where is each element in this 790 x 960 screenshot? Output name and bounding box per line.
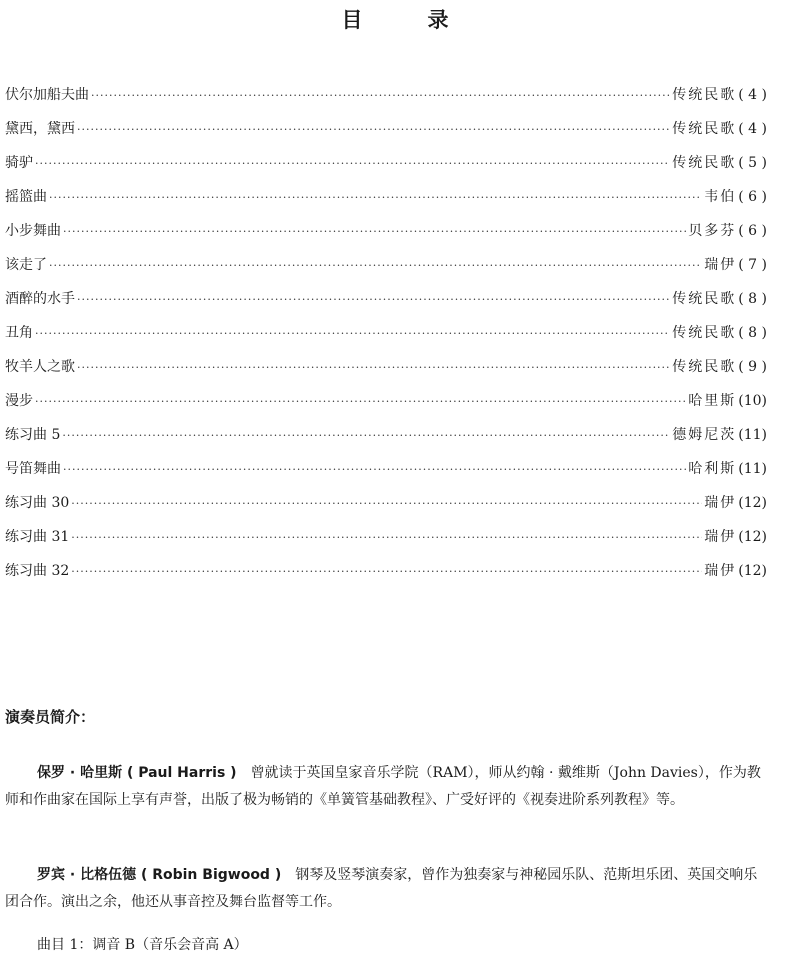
toc-title: 酒醉的水手 <box>5 291 75 307</box>
toc-title: 牧羊人之歌 <box>5 359 75 375</box>
toc-entry[interactable] <box>5 458 767 492</box>
toc-entry[interactable] <box>5 288 767 322</box>
toc-entry[interactable] <box>5 84 767 118</box>
performer-description: 曾就读于英国皇家音乐学院（RAM），师从约翰 · 戴维斯（John Davies），作为教师和作曲家在国际上享有声誉，出版了极为畅销的《单簧管基础教程》、广受好评的《视奏进阶系列教程》等。 <box>5 765 761 808</box>
performer-name: 保罗 · 哈里斯 ( Paul Harris ) <box>37 765 237 781</box>
page-title: 目 录 <box>341 8 471 32</box>
toc-leader <box>35 153 670 175</box>
toc-page: (12) <box>738 495 767 511</box>
toc-title: 练习曲 5 <box>5 427 61 443</box>
toc-composer: 瑞伊 <box>704 563 737 579</box>
toc-composer: 贝多芬 <box>688 223 737 239</box>
toc-entry[interactable] <box>5 356 767 390</box>
toc-composer: 传统民歌 <box>672 155 737 171</box>
toc-page: ( 9 ) <box>738 359 767 375</box>
toc-leader <box>77 357 670 379</box>
toc-entry[interactable] <box>5 118 767 152</box>
toc-title: 练习曲 31 <box>5 529 70 545</box>
toc-page: (12) <box>738 529 767 545</box>
toc-composer: 哈里斯 <box>688 393 737 409</box>
toc-composer: 瑞伊 <box>704 257 737 273</box>
toc-leader <box>77 289 670 311</box>
toc-composer: 哈利斯 <box>688 461 737 477</box>
toc-title: 小步舞曲 <box>5 223 61 239</box>
toc-title: 漫步 <box>5 393 33 409</box>
toc-entry[interactable] <box>5 390 767 424</box>
toc-page: ( 6 ) <box>738 189 767 205</box>
toc-page: (11) <box>738 427 767 443</box>
toc-title: 黛西，黛西 <box>5 121 75 137</box>
bio-heading: 演奏员简介： <box>5 708 96 726</box>
toc-title: 伏尔加船夫曲 <box>5 87 89 103</box>
performer-description: 钢琴及竖琴演奏家，曾作为独奏家与神秘园乐队、范斯坦乐团、英国交响乐团合作。演出之余，他还从事音控及舞台监督等工作。 <box>5 867 758 910</box>
toc-entry[interactable] <box>5 526 767 560</box>
toc-page: ( 7 ) <box>738 257 767 273</box>
performer-name: 罗宾 · 比格伍德 ( Robin Bigwood ) <box>37 867 282 883</box>
toc-title: 摇篮曲 <box>5 189 47 205</box>
toc-page: (10) <box>738 393 767 409</box>
toc-title: 骑驴 <box>5 155 33 171</box>
toc-title: 丑角 <box>5 325 33 341</box>
toc-entry[interactable] <box>5 254 767 288</box>
toc-page: ( 5 ) <box>738 155 767 171</box>
toc-composer: 传统民歌 <box>672 121 737 137</box>
table-of-contents <box>5 84 767 594</box>
toc-entry[interactable] <box>5 220 767 254</box>
toc-page: (12) <box>738 563 767 579</box>
toc-leader <box>63 459 686 481</box>
bio-paragraph-robin-bigwood <box>5 862 765 916</box>
toc-leader <box>71 561 702 583</box>
toc-leader <box>35 323 670 345</box>
toc-title: 练习曲 30 <box>5 495 70 511</box>
toc-composer: 韦伯 <box>704 189 737 205</box>
toc-page: ( 8 ) <box>738 325 767 341</box>
toc-entry[interactable] <box>5 322 767 356</box>
toc-leader <box>62 425 670 447</box>
toc-composer: 传统民歌 <box>672 325 737 341</box>
toc-leader <box>91 85 670 107</box>
toc-composer: 瑞伊 <box>704 529 737 545</box>
toc-entry[interactable] <box>5 186 767 220</box>
toc-page: (11) <box>738 461 767 477</box>
toc-entry[interactable] <box>5 560 767 594</box>
toc-entry[interactable] <box>5 424 767 458</box>
toc-page: ( 8 ) <box>738 291 767 307</box>
track-note: 曲目 1：调音 B（音乐会音高 A） <box>37 937 248 953</box>
toc-title: 号笛舞曲 <box>5 461 61 477</box>
toc-entry[interactable] <box>5 492 767 526</box>
toc-entry[interactable] <box>5 152 767 186</box>
toc-leader <box>77 119 670 141</box>
toc-leader <box>49 255 702 277</box>
toc-page: ( 4 ) <box>738 87 767 103</box>
toc-leader <box>49 187 702 209</box>
toc-composer: 传统民歌 <box>672 87 737 103</box>
toc-composer: 瑞伊 <box>704 495 737 511</box>
toc-leader <box>35 391 686 413</box>
toc-title: 该走了 <box>5 257 47 273</box>
toc-title: 练习曲 32 <box>5 563 70 579</box>
toc-composer: 传统民歌 <box>672 291 737 307</box>
toc-leader <box>71 493 702 515</box>
toc-leader <box>71 527 702 549</box>
toc-composer: 德姆尼茨 <box>672 427 737 443</box>
bio-paragraph-paul-harris <box>5 760 765 814</box>
toc-page: ( 6 ) <box>738 223 767 239</box>
toc-composer: 传统民歌 <box>672 359 737 375</box>
toc-page: ( 4 ) <box>738 121 767 137</box>
toc-leader <box>63 221 686 243</box>
